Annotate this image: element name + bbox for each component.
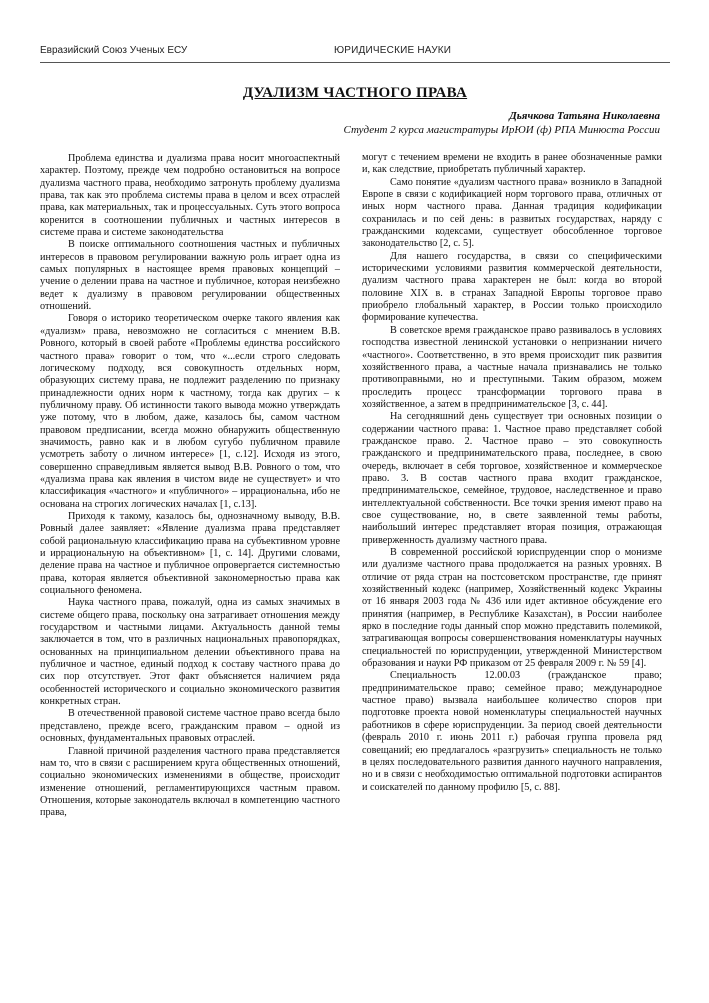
paragraph: В отечественной правовой системе частное право всегда было представлено, прежде всего, гражданским правом – одной из основных, фундаментальных правовых отраслей. xyxy=(40,708,340,745)
author-name: Дьячкова Татьяна Николаевна xyxy=(509,110,660,122)
paragraph: Наука частного права, пожалуй, одна из самых значимых в системе общего права, поскольку она затрагивает отношения между государством и частными лицами. Актуальность данной темы заключается в том, что в различных национальных правопорядках, основанных на принципиальном делении объективного права на публичное и частное, единый подход к составу частного права до сих пор отсутствует. Этот факт объясняется наличием ряда особенностей исторического и социально экономического развития конкретных стран. xyxy=(40,597,340,708)
section-name: ЮРИДИЧЕСКИЕ НАУКИ xyxy=(334,45,452,56)
paragraph: В современной российской юриспруденции спор о монизме или дуализме частного права продолжается на разных уровнях. В отличие от ряда стран на постсоветском пространстве, где принят хозяйственный кодекс (например, Хозяйственный кодекс Украины от 16 января 2003 года № 436 или идет активное обсуждение его принятия (например, в Республике Казахстан), в России наиболее ярко в последние годы данный спор можно представить полемикой, затрагивающая вопросы совершенствования номенклатуры научных специальностей по юриспруденции, утвержденной Министерством образования и науки РФ приказом от 25 февраля 2009 г. № 59 [4]. xyxy=(362,547,662,670)
paragraph: Главной причиной разделения частного права представляется нам то, что в связи с расширением круга общественных отношений, социально экономических изменениями в обществе, происходит изменение отношений, регламентирующихся частным правом. Отношения, которые законодатель включал в компетенцию частного права, xyxy=(40,745,340,819)
left-column xyxy=(40,153,340,983)
paragraph: Для нашего государства, в связи со специфическими историческими условиями развития коммерческой деятельности, дуализм частного права характерен не был: когда во второй половине XIX в. в странах Западной Европы торговое право приобрело глобальный характер, в России только происходило формирование купечества. xyxy=(362,250,662,324)
paragraph: В поиске оптимального соотношения частных и публичных интересов в правовом регулировании важную роль играет одна из самых популярных в настоящее время правовых концепций – учение о делении права на частное и публичное, которая неизбежно ведет к дуализму в правовом регулировании общественных отношений. xyxy=(40,239,340,313)
right-column xyxy=(362,152,662,982)
article-title: ДУАЛИЗМ ЧАСТНОГО ПРАВА xyxy=(242,85,468,101)
author-affiliation: Студент 2 курса магистратуры ИрЮИ (ф) РПА Минюста России xyxy=(343,124,660,136)
paragraph: В советское время гражданское право развивалось в условиях господства известной ленинской установки о непризнании ничего «частного». Соответственно, в это время происходит пик развития хозяйственного права, а частные начала признавались не только противоправными, но и преступными. Таким образом, можем проследить процесс трансформации торгового права в хозяйственное, а затем в предпринимательское [3, с. 44]. xyxy=(362,324,662,410)
paragraph: Говоря о историко теоретическом очерке такого явления как «дуализм» права, невозможно не согласиться с мнением В.В. Ровного, который в своей работе «Проблемы единства российского частного права» говорит о том, что «...если строго следовать логическому подходу, вся совокупность отдельных норм, образующих систему права, не подлежит разделению по признаку принадлежности одних норм к частному, тогда как других – к публичному праву. Об истинности такого вывода можно утверждать уже потому, что в любом, даже, казалось бы, самом частном правовом предписании, всегда можно обнаружить общественную значимость, равно как и в любом сугубо публичном правиле усмотреть заботу о личном интересе» [1, с.12]. Исходя из этого, совершенно справедливым является вывод В.В. Ровного о том, что «дуализма права как явления в чистом виде не существует» и что классификация «частного» и «публичного» – иррациональна, ибо не основана на строгих логических началах [1, с.13]. xyxy=(40,313,340,510)
running-header xyxy=(40,44,670,60)
paragraph: На сегодняшний день существует три основных позиции о содержании частного права: 1. Частное право представляет собой гражданское право. 2. Частное право – это совокупность гражданского и предпринимательского права, последнее, в свою очередь, включает в себя торговое, хозяйственное и коммерческое право. 3. В состав частного права входит гражданское, предпринимательское, семейное, трудовое, наследственное и право интеллектуальной собственности. Все точки зрения имеют право на свое существование, но, в свете заявленной темы работы, наибольший интерес представляет вторая позиция, отражающая приверженность дуализму частного права. xyxy=(362,411,662,546)
paragraph: Проблема единства и дуализма права носит многоаспектный характер. Поэтому, прежде чем подробно остановиться на вопросе дуализма частного права, необходимо затронуть проблему дуализма права, так как это проблема системы права в целом и всех отраслей права, как материальных, так и процессуальных. Суть этого вопроса коренится в соотношении публичных и частных интересов в системе права и системе законодательства xyxy=(40,153,340,239)
paragraph: Приходя к такому, казалось бы, однозначному выводу, В.В. Ровный далее заявляет: «Явление дуализма права представляет собой рациональную классификацию права на субъективном уровне и иррациональную на объективном» [1, с. 14]. Другими словами, деление права на частное и публичное опровергается системностью права, которая является объективной закономерностью права как социального феномена. xyxy=(40,510,340,597)
paragraph-continued: могут с течением времени не входить в ранее обозначенные рамки и, как следствие, приобретать публичный характер. xyxy=(362,152,662,176)
journal-name: Евразийский Союз Ученых ЕСУ xyxy=(40,45,188,56)
paragraph: Специальность 12.00.03 (гражданское право; предпринимательское право; семейное право; международное частное право) вызвала наибольшее количество споров при подготовке проекта новой номенклатуры специальностей научных работников в сфере юриспруденции. За период своей деятельности (февраль 2010 г. июнь 2011 г.) рабочая группа провела ряд совещаний; ею предлагалось «разгрузить» специальность не только в целях последовательного развития данного научного направления, но и в связи с необходимостью оптимальной подготовки аспирантов и соискателей по данному профилю [5, с. 88]. xyxy=(362,670,662,793)
header-rule xyxy=(40,62,670,63)
paragraph: Само понятие «дуализм частного права» возникло в Западной Европе в связи с кодификацией норм торгового права, отличных от иных норм частного права. Данная традиция кодификации сохранилась и по сей день: в развитых государствах, наряду с гражданскими кодексами, существует обособленное торговое законодательство [2, с. 5]. xyxy=(362,176,662,250)
